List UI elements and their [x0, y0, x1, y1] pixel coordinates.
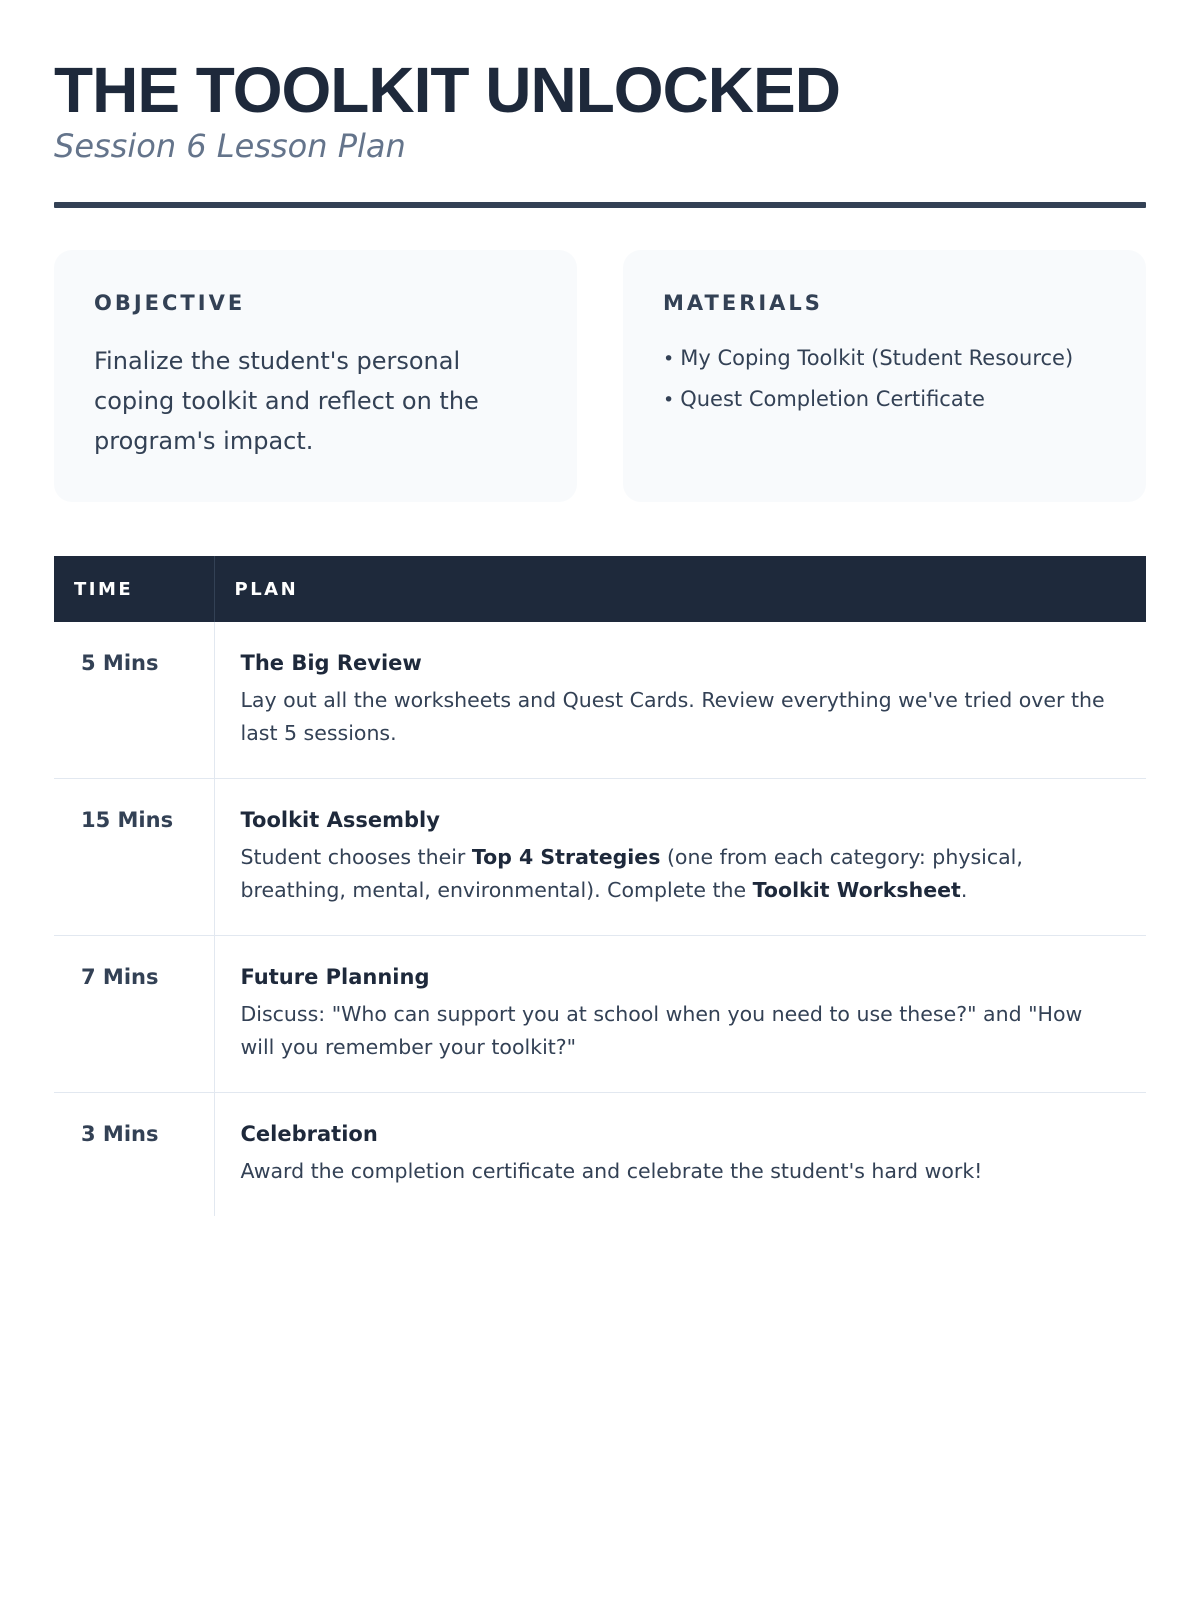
header-divider	[54, 202, 1146, 208]
time-cell: 7 Mins	[54, 936, 214, 1093]
step-description-text: .	[960, 878, 968, 902]
time-cell: 3 Mins	[54, 1093, 214, 1217]
bullet-icon: •	[663, 389, 675, 411]
materials-label: MATERIALS	[663, 291, 823, 315]
plan-cell	[214, 936, 1146, 1093]
step-title: The Big Review	[240, 651, 422, 675]
step-description-text: Award the completion certificate and celebrate the student's hard work!	[240, 1159, 983, 1183]
page-title: THE TOOLKIT UNLOCKED	[54, 54, 840, 126]
objective-label: OBJECTIVE	[94, 291, 246, 315]
step-title: Future Planning	[240, 965, 430, 989]
step-description	[241, 1155, 1121, 1188]
step-description	[241, 841, 1121, 907]
step-description-text: Lay out all the worksheets and Quest Cards. Review everything we've tried over the last 5 sessions.	[240, 688, 1105, 745]
objective-card	[54, 250, 577, 502]
materials-item-text: Quest Completion Certificate	[680, 387, 985, 411]
header	[54, 0, 1146, 208]
step-description	[241, 684, 1121, 750]
step-description-emphasis: Top 4 Strategies	[471, 845, 661, 869]
materials-list	[663, 338, 1106, 420]
plan-cell	[214, 1093, 1146, 1217]
table-header-row	[54, 556, 1146, 622]
table-row	[54, 936, 1146, 1093]
plan-table	[54, 556, 1146, 1216]
table-row	[54, 1093, 1146, 1217]
step-description-text: Discuss: "Who can support you at school when you need to use these?" and "How will you remember your toolkit?"	[240, 1002, 1083, 1059]
objective-text: Finalize the student's personal coping toolkit and reflect on the program's impact.	[94, 347, 479, 455]
materials-item	[663, 338, 1106, 379]
materials-item-text: My Coping Toolkit (Student Resource)	[680, 346, 1074, 370]
materials-card	[623, 250, 1146, 502]
table-row	[54, 622, 1146, 779]
materials-item	[663, 379, 1106, 420]
plan-cell	[214, 779, 1146, 936]
time-cell: 15 Mins	[54, 779, 214, 936]
step-title: Toolkit Assembly	[240, 808, 440, 832]
info-cards	[54, 250, 1146, 502]
step-description-text: (one from each category: physical, breathing, mental, environmental). Complete the	[240, 845, 1023, 902]
time-column-header: TIME	[54, 556, 214, 622]
page-subtitle: Session 6 Lesson Plan	[54, 127, 406, 165]
table-row	[54, 779, 1146, 936]
step-title: Celebration	[240, 1122, 378, 1146]
plan-column-header: PLAN	[214, 556, 1146, 622]
bullet-icon: •	[663, 348, 675, 370]
plan-cell	[214, 622, 1146, 779]
step-description	[241, 998, 1121, 1064]
time-cell: 5 Mins	[54, 622, 214, 779]
step-description-emphasis: Toolkit Worksheet	[752, 878, 961, 902]
step-description-text: Student chooses their	[240, 845, 472, 869]
